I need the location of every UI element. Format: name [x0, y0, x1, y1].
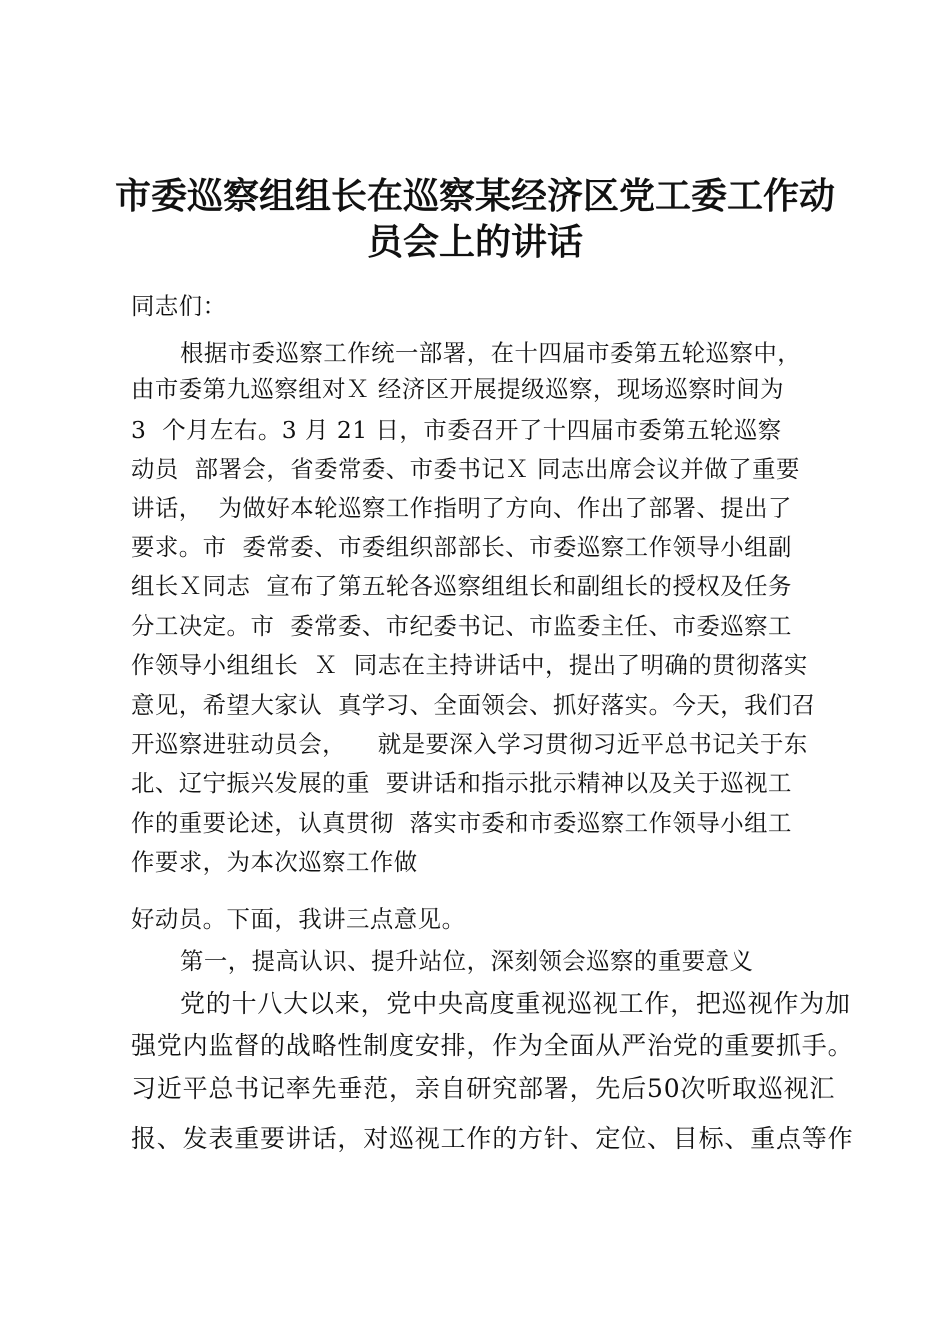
paragraph1-line: 作的重要论述，认真贯彻 落实市委和市委巡察工作领导小组工 — [131, 809, 792, 837]
paragraph1-line: 根据市委巡察工作统一部署，在十四届市委第五轮巡察中， — [180, 339, 802, 367]
paragraph1-line: 作领导小组组长 Ｘ 同志在主持讲话中，提出了明确的贯彻落实 — [131, 651, 808, 679]
paragraph1-line: 北、辽宁振兴发展的重 要讲话和指示批示精神以及关于巡视工 — [131, 769, 792, 797]
paragraph2-line: 习近平总书记率先垂范，亲自研究部署，先后50次听取巡视汇 — [131, 1074, 836, 1103]
paragraph2-line: 报、发表重要讲话，对巡视工作的方针、定位、目标、重点等作 — [131, 1124, 854, 1153]
paragraph1-line: 意见，希望大家认 真学习、全面领会、抓好落实。今天，我们召 — [131, 691, 816, 719]
paragraph1-line: 作要求，为本次巡察工作做 — [131, 848, 418, 876]
paragraph1-line: 动员 部署会，省委常委、市委书记Ｘ 同志出席会议并做了重要 — [131, 455, 800, 483]
document-title-line-1: 市委巡察组组长在巡察某经济区党工委工作动 — [114, 176, 835, 217]
paragraph1-line: 组长Ｘ同志 宣布了第五轮各巡察组组长和副组长的授权及任务 — [131, 572, 792, 600]
paragraph1-line: 由市委第九巡察组对Ｘ 经济区开展提级巡察，现场巡察时间为 — [131, 375, 784, 403]
salutation: 同志们： — [131, 292, 227, 320]
paragraph1-line: 讲话， 为做好本轮巡察工作指明了方向、作出了部署、提出了 — [131, 494, 792, 522]
paragraph1-line: 开巡察进驻动员会， 就是要深入学习贯彻习近平总书记关于东 — [131, 730, 808, 758]
paragraph1-line: 分工决定。市 委常委、市纪委书记、市监委主任、市委巡察工 — [131, 612, 792, 640]
paragraph1-line: 要求。市 委常委、市委组织部部长、市委巡察工作领导小组副 — [131, 533, 792, 561]
paragraph2-line: 强党内监督的战略性制度安排，作为全面从严治党的重要抓手。 — [131, 1031, 854, 1060]
document-title-line-2: 员会上的讲话 — [366, 222, 583, 263]
paragraph2-line: 党的十八大以来，党中央高度重视巡视工作，把巡视作为加 — [180, 989, 851, 1018]
section-heading-1: 第一，提高认识、提升站位，深刻领会巡察的重要意义 — [180, 947, 754, 975]
paragraph1-line: 3 个月左右。3 月 21 日，市委召开了十四届市委第五轮巡察 — [131, 416, 782, 444]
paragraph1-continuation: 好动员。下面，我讲三点意见。 — [131, 905, 466, 933]
